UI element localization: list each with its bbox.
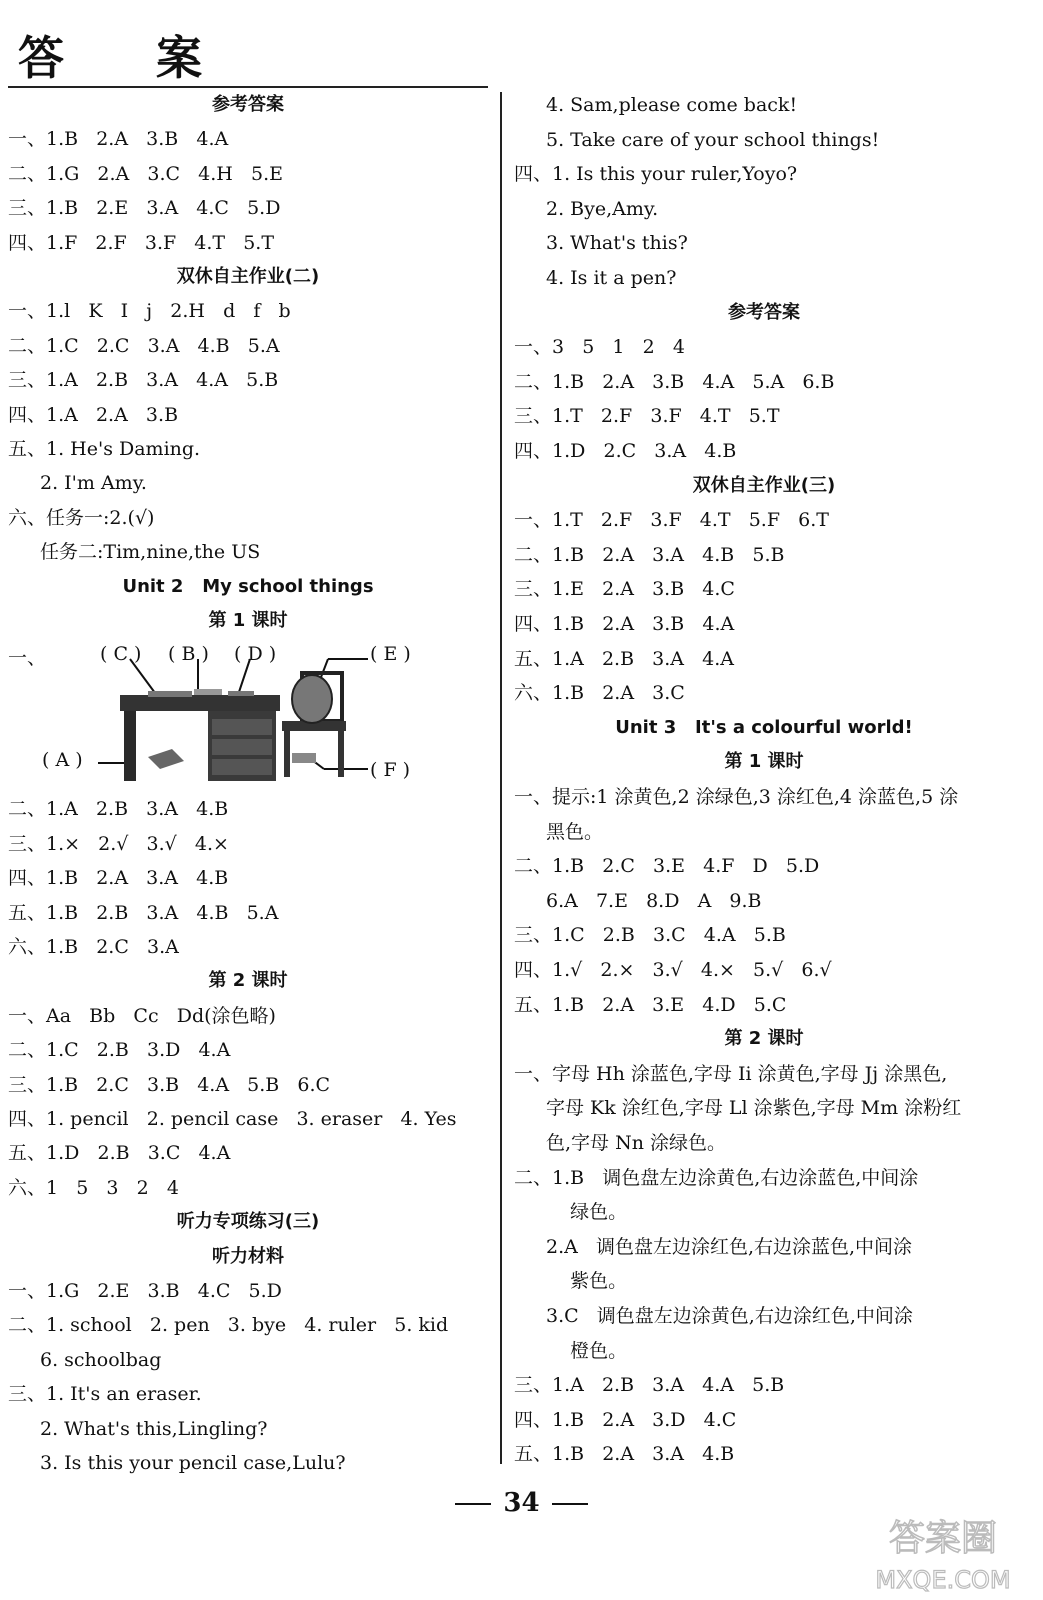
left-line: 二、1.C 2.B 3.D 4.A (8, 1039, 231, 1062)
left-line: 听力材料 (212, 1245, 284, 1267)
left-line: 三、1. It's an eraser. (8, 1383, 202, 1406)
right-line: Unit 3 It's a colourful world! (615, 716, 913, 738)
column-divider (500, 92, 502, 1464)
left-line: 三、1.B 2.C 3.B 4.A 5.B 6.C (8, 1073, 331, 1096)
right-line: 4. Sam,please come back! (546, 94, 798, 116)
label-f: ( F ) (370, 759, 411, 781)
right-line: 色,字母 Nn 涂绿色。 (546, 1132, 726, 1154)
left-line: 六、任务一:2.(√) (8, 506, 155, 529)
desk-chair-figure (8, 637, 488, 787)
left-line: 参考答案 (212, 94, 284, 115)
left-line: 六、1.B 2.C 3.A (8, 936, 179, 958)
left-line: 四、1.A 2.A 3.B (8, 403, 179, 426)
right-line: 一、3 5 1 2 4 (514, 336, 685, 359)
right-line: 五、1.B 2.A 3.E 4.D 5.C (514, 993, 787, 1016)
right-line: 五、1.B 2.A 3.A 4.B (514, 1443, 735, 1466)
right-line: 五、1.A 2.B 3.A 4.A (514, 647, 734, 670)
left-line: 三、1.× 2.√ 3.√ 4.× (8, 832, 229, 855)
desk-chair-illustration (8, 637, 488, 787)
left-line: 第 2 课时 (208, 970, 288, 992)
right-line: 一、提示:1 涂黄色,2 涂绿色,3 涂红色,4 涂蓝色,5 涂 (514, 786, 959, 808)
left-line: 任务二:Tim,nine,the US (40, 541, 261, 564)
left-line: 四、1.F 2.F 3.F 4.T 5.T (8, 231, 275, 254)
right-line: 第 1 课时 (724, 751, 804, 773)
watermark-top: 答案圈 (888, 1518, 998, 1559)
right-line: 6.A 7.E 8.D A 9.B (546, 889, 762, 912)
label-a: ( A ) (42, 749, 83, 771)
right-line: 一、1.T 2.F 3.F 4.T 5.F 6.T (514, 509, 829, 532)
right-column (514, 88, 1014, 1468)
left-line: 2. What's this,Lingling? (40, 1417, 268, 1440)
right-line: 2. Bye,Amy. (546, 197, 659, 220)
right-line: 四、1.B 2.A 3.B 4.A (514, 613, 735, 635)
label-b: ( B ) (168, 643, 209, 665)
left-line: 四、1. pencil 2. pencil case 3. eraser 4. Yes (8, 1108, 457, 1130)
right-line: 2.A 调色盘左边涂红色,右边涂蓝色,中间涂 (546, 1235, 913, 1258)
label-d: ( D ) (234, 643, 277, 665)
left-line: 听力专项练习(三) (176, 1211, 320, 1233)
left-line: 一、1.l K I j 2.H d f b (8, 300, 291, 323)
left-line: 二、1.A 2.B 3.A 4.B (8, 798, 229, 821)
right-line: 5. Take care of your school things! (546, 128, 880, 151)
label-e: ( E ) (370, 643, 411, 665)
dash-right (552, 1503, 588, 1505)
right-line: 双休自主作业(三) (692, 474, 836, 496)
right-line: 3.C 调色盘左边涂黄色,右边涂红色,中间涂 (546, 1305, 913, 1327)
left-line: 二、1.C 2.C 3.A 4.B 5.A (8, 334, 280, 357)
left-line: 四、1.B 2.A 3.A 4.B (8, 867, 229, 890)
right-line: 三、1.T 2.F 3.F 4.T 5.T (514, 405, 780, 428)
right-line: 四、1.B 2.A 3.D 4.C (514, 1408, 737, 1431)
watermark-logo (848, 1510, 1038, 1596)
left-line: 一、1.G 2.E 3.B 4.C 5.D (8, 1280, 282, 1302)
right-line: 二、1.B 2.A 3.A 4.B 5.B (514, 543, 785, 566)
left-line: 6. schoolbag (40, 1348, 162, 1371)
right-line: 四、1.D 2.C 3.A 4.B (514, 440, 737, 462)
right-line: 绿色。 (546, 1201, 628, 1224)
left-line: 3. Is this your pencil case,Lulu? (40, 1452, 346, 1474)
left-line: 一、Aa Bb Cc Dd(涂色略) (8, 1004, 276, 1027)
left-column (8, 88, 488, 1474)
right-line: 六、1.B 2.A 3.C (514, 682, 685, 705)
right-line: 字母 Kk 涂红色,字母 Ll 涂紫色,字母 Mm 涂粉红 (546, 1097, 962, 1120)
left-line: 一、1.B 2.A 3.B 4.A (8, 128, 229, 151)
right-line: 四、1. Is this your ruler,Yoyo? (514, 163, 798, 186)
right-line: 三、1.E 2.A 3.B 4.C (514, 578, 735, 601)
right-line: 橙色。 (546, 1339, 628, 1362)
right-line: 3. What's this? (546, 232, 688, 255)
right-line: 第 2 课时 (724, 1028, 804, 1050)
left-line: 五、1. He's Daming. (8, 438, 201, 460)
right-line: 四、1.√ 2.× 3.√ 4.× 5.√ 6.√ (514, 959, 832, 981)
right-line: 紫色。 (546, 1270, 628, 1293)
left-line: 2. I'm Amy. (40, 472, 147, 495)
left-line: 二、1. school 2. pen 3. bye 4. ruler 5. kid (8, 1314, 449, 1337)
right-line: 4. Is it a pen? (546, 267, 677, 289)
right-line: 黑色。 (546, 820, 604, 843)
right-line: 三、1.C 2.B 3.C 4.A 5.B (514, 924, 786, 947)
label-c: ( C ) (100, 643, 142, 665)
right-line: 一、字母 Hh 涂蓝色,字母 Ii 涂黄色,字母 Jj 涂黑色, (514, 1062, 948, 1085)
left-line: 二、1.G 2.A 3.C 4.H 5.E (8, 162, 283, 185)
left-line: 六、1 5 3 2 4 (8, 1176, 179, 1199)
page-number-text: 34 (503, 1488, 540, 1518)
left-line: 五、1.B 2.B 3.A 4.B 5.A (8, 901, 279, 924)
right-line: 二、1.B 2.C 3.E 4.F D 5.D (514, 855, 820, 878)
left-line: 五、1.D 2.B 3.C 4.A (8, 1142, 231, 1165)
left-line: 双休自主作业(二) (176, 266, 320, 287)
page-title: 答 案 (18, 31, 241, 85)
left-line: 三、1.A 2.B 3.A 4.A 5.B (8, 369, 279, 392)
figure-prefix: 一、 (8, 647, 47, 669)
left-line: Unit 2 My school things (122, 575, 374, 597)
right-line: 三、1.A 2.B 3.A 4.A 5.B (514, 1374, 785, 1397)
watermark-bottom: MXQE.COM (875, 1566, 1011, 1594)
dash-left (455, 1503, 491, 1505)
right-line: 二、1.B 调色盘左边涂黄色,右边涂蓝色,中间涂 (514, 1166, 919, 1189)
left-line: 第 1 课时 (208, 610, 288, 631)
right-line: 二、1.B 2.A 3.B 4.A 5.A 6.B (514, 370, 835, 393)
right-line: 参考答案 (728, 301, 800, 323)
left-line: 三、1.B 2.E 3.A 4.C 5.D (8, 197, 281, 220)
